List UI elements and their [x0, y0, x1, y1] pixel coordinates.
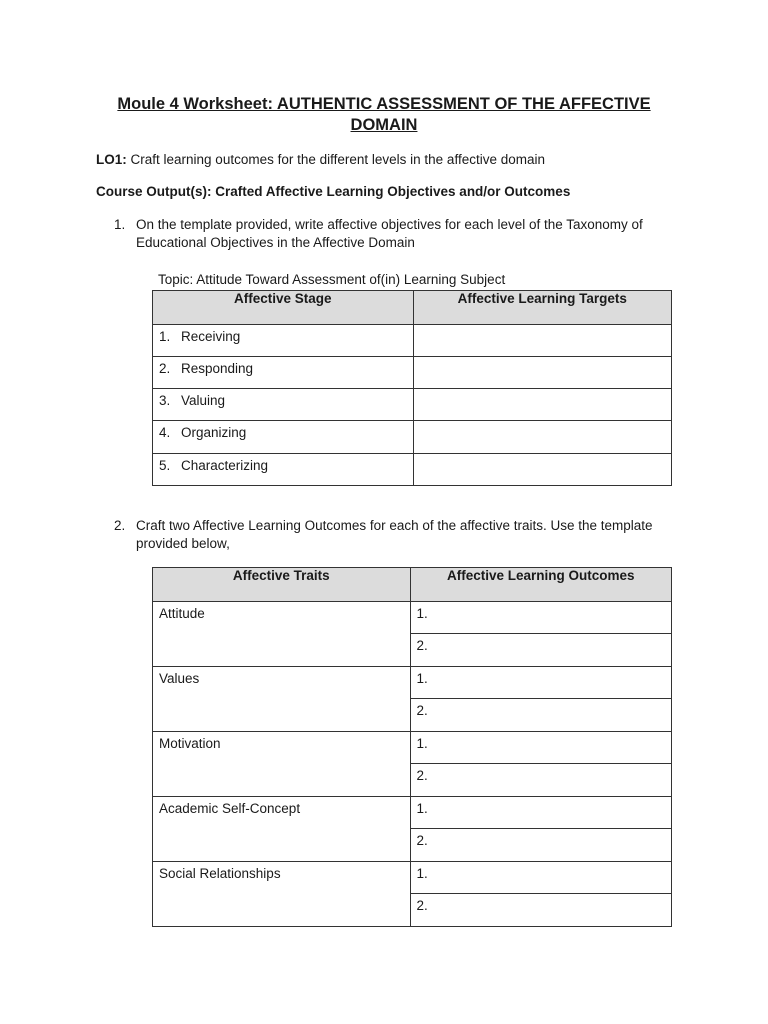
lo1-text: Craft learning outcomes for the different levels in the affective domain: [126, 152, 545, 167]
item-1-line-2: Educational Objectives in the Affective Domain: [136, 235, 415, 250]
stage-number: 4.: [159, 425, 171, 440]
outcome-input-cell[interactable]: [410, 667, 671, 699]
target-input-cell[interactable]: [413, 325, 671, 357]
stage-label: Responding: [181, 361, 254, 376]
outcome-number: 1.: [416, 671, 428, 686]
item-1-line-1: On the template provided, write affective objectives for each level of the Taxonomy of: [136, 217, 643, 232]
affective-traits-table: [152, 567, 672, 927]
lo1-statement: [96, 151, 545, 169]
item-2-number: 2.: [114, 518, 126, 533]
trait-label: Academic Self-Concept: [159, 801, 301, 816]
outcome-number: 1.: [416, 866, 428, 881]
outcome-input-cell[interactable]: [410, 732, 671, 764]
table2-header-row: [153, 568, 672, 602]
item-1-text: [136, 216, 696, 252]
table2-header-outcomes: Affective Learning Outcomes: [410, 568, 671, 602]
item-2-line-1: Craft two Affective Learning Outcomes for each of the affective traits. Use the template: [136, 518, 653, 533]
outcome-number: 2.: [416, 833, 428, 848]
course-output: Course Output(s): Crafted Affective Learning Objectives and/or Outcomes: [96, 184, 571, 199]
item-1-number: 1.: [114, 217, 126, 232]
trait-label: Motivation: [159, 736, 221, 751]
outcome-input-cell[interactable]: [410, 764, 671, 797]
outcome-number: 2.: [416, 768, 428, 783]
outcome-number: 1.: [416, 606, 428, 621]
item-2-line-2: provided below,: [136, 536, 230, 551]
table1-header-stage: Affective Stage: [153, 291, 414, 325]
stage-cell: [153, 454, 414, 486]
target-input-cell[interactable]: [413, 357, 671, 389]
page-title: [80, 94, 688, 136]
table-row: [153, 389, 672, 421]
item-2-text: [136, 517, 696, 553]
stage-number: 3.: [159, 393, 171, 408]
table1-header-targets: Affective Learning Targets: [413, 291, 671, 325]
table-row: [153, 421, 672, 454]
stage-cell: [153, 357, 414, 389]
outcome-number: 2.: [416, 638, 428, 653]
outcome-number: 2.: [416, 703, 428, 718]
trait-cell: [153, 862, 411, 927]
stage-number: 2.: [159, 361, 171, 376]
trait-label: Attitude: [159, 606, 205, 621]
table1-header-row: [153, 291, 672, 325]
outcome-input-cell[interactable]: [410, 797, 671, 829]
trait-cell: [153, 602, 411, 667]
table-row: [153, 602, 672, 634]
target-input-cell[interactable]: [413, 454, 671, 486]
trait-cell: [153, 667, 411, 732]
table-row: [153, 667, 672, 699]
outcome-number: 1.: [416, 736, 428, 751]
table1-topic: Topic: Attitude Toward Assessment of(in) Learning Subject: [158, 272, 506, 287]
table-row: [153, 454, 672, 486]
stage-label: Characterizing: [181, 458, 269, 473]
title-line-2: DOMAIN: [350, 116, 418, 134]
outcome-input-cell[interactable]: [410, 862, 671, 894]
outcome-number: 1.: [416, 801, 428, 816]
stage-label: Valuing: [181, 393, 226, 408]
outcome-input-cell[interactable]: [410, 699, 671, 732]
table-row: [153, 325, 672, 357]
trait-cell: [153, 797, 411, 862]
outcome-number: 2.: [416, 898, 428, 913]
outcome-input-cell[interactable]: [410, 894, 671, 927]
outcome-input-cell[interactable]: [410, 602, 671, 634]
stage-label: Organizing: [181, 425, 247, 440]
stage-cell: [153, 421, 414, 454]
trait-label: Values: [159, 671, 200, 686]
outcome-input-cell[interactable]: [410, 634, 671, 667]
table2-header-traits: Affective Traits: [153, 568, 411, 602]
title-line-1: Moule 4 Worksheet: AUTHENTIC ASSESSMENT OF THE AFFECTIVE: [117, 95, 651, 113]
stage-cell: [153, 389, 414, 421]
stage-number: 1.: [159, 329, 171, 344]
stage-cell: [153, 325, 414, 357]
table-row: [153, 797, 672, 829]
stage-number: 5.: [159, 458, 171, 473]
trait-label: Social Relationships: [159, 866, 281, 881]
table-row: [153, 862, 672, 894]
target-input-cell[interactable]: [413, 389, 671, 421]
outcome-input-cell[interactable]: [410, 829, 671, 862]
lo1-label: LO1:: [96, 152, 127, 167]
affective-stage-table: [152, 290, 672, 486]
target-input-cell[interactable]: [413, 421, 671, 454]
stage-label: Receiving: [181, 329, 241, 344]
trait-cell: [153, 732, 411, 797]
table-row: [153, 357, 672, 389]
table-row: [153, 732, 672, 764]
